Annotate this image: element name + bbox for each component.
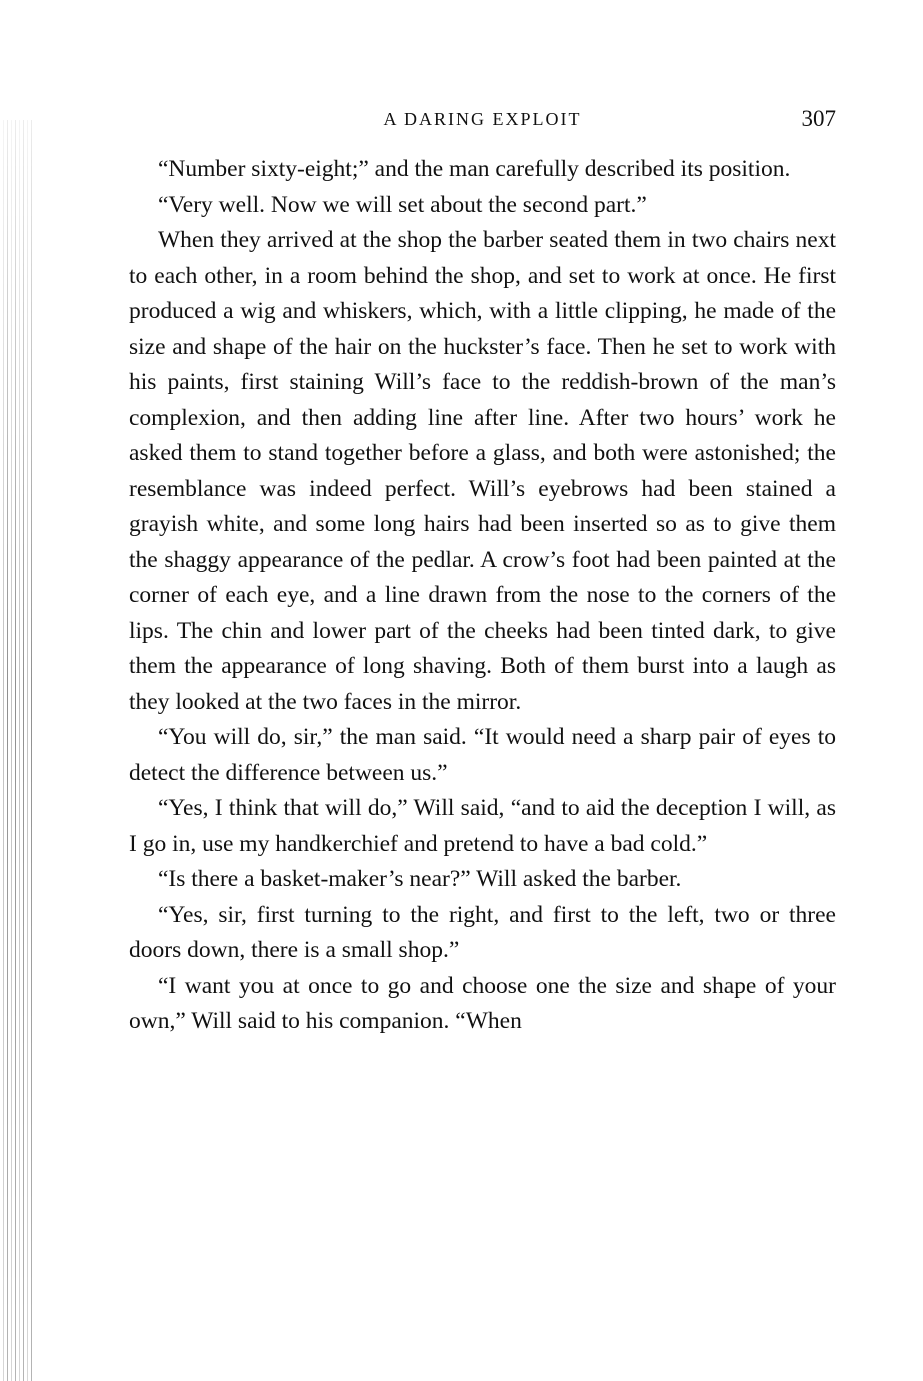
paragraph: “Yes, sir, first turning to the right, and first to the left, two or three doors down, there is a small shop.” — [129, 901, 836, 963]
paragraph: “Very well. Now we will set about the second part.” — [158, 191, 647, 218]
running-title: A DARING EXPLOIT — [383, 109, 582, 129]
body-text — [129, 152, 836, 1040]
paragraph: “I want you at once to go and choose one the size and shape of your own,” Will said to his companion. “When — [129, 972, 836, 1034]
book-spine-shadow — [0, 120, 34, 1381]
paragraph: “Number sixty-eight;” and the man carefully described its position. — [158, 156, 791, 182]
page-number: 307 — [801, 106, 836, 131]
paragraph: When they arrived at the shop the barber seated them in two chairs next to each other, in a room behind the shop, and set to work at once. He first produced a wig and whiskers, which, with a little clipping, he made of the size and shape of the hair on the huckster’s face. Then he set to work with his paints, first staining Will’s face to the reddish-brown of the man’s complexion, and then adding line after line. After two hours’ work he asked them to stand together before a glass, and both were astonished; the resemblance was indeed perfect. Will’s eyebrows had been stained a grayish white, and some long hairs had been inserted so as to give them the shaggy appearance of the pedlar. A crow’s foot had been painted at the corner of each eye, and a line drawn from the nose to the corners of the lips. The chin and lower part of the cheeks had been tinted dark, to give them the appearance of long shaving. Both of them burst into a laugh as they looked at the two faces in the mirror. — [129, 227, 836, 715]
page-header — [129, 104, 836, 134]
paragraph: “Is there a basket-maker’s near?” Will asked the barber. — [158, 866, 682, 892]
paragraph: “Yes, I think that will do,” Will said, “and to aid the deception I will, as I go in, use my handkerchief and pretend to have a bad cold.” — [129, 795, 836, 857]
paragraph: “You will do, sir,” the man said. “It would need a sharp pair of eyes to detect the difference between us.” — [129, 724, 836, 786]
